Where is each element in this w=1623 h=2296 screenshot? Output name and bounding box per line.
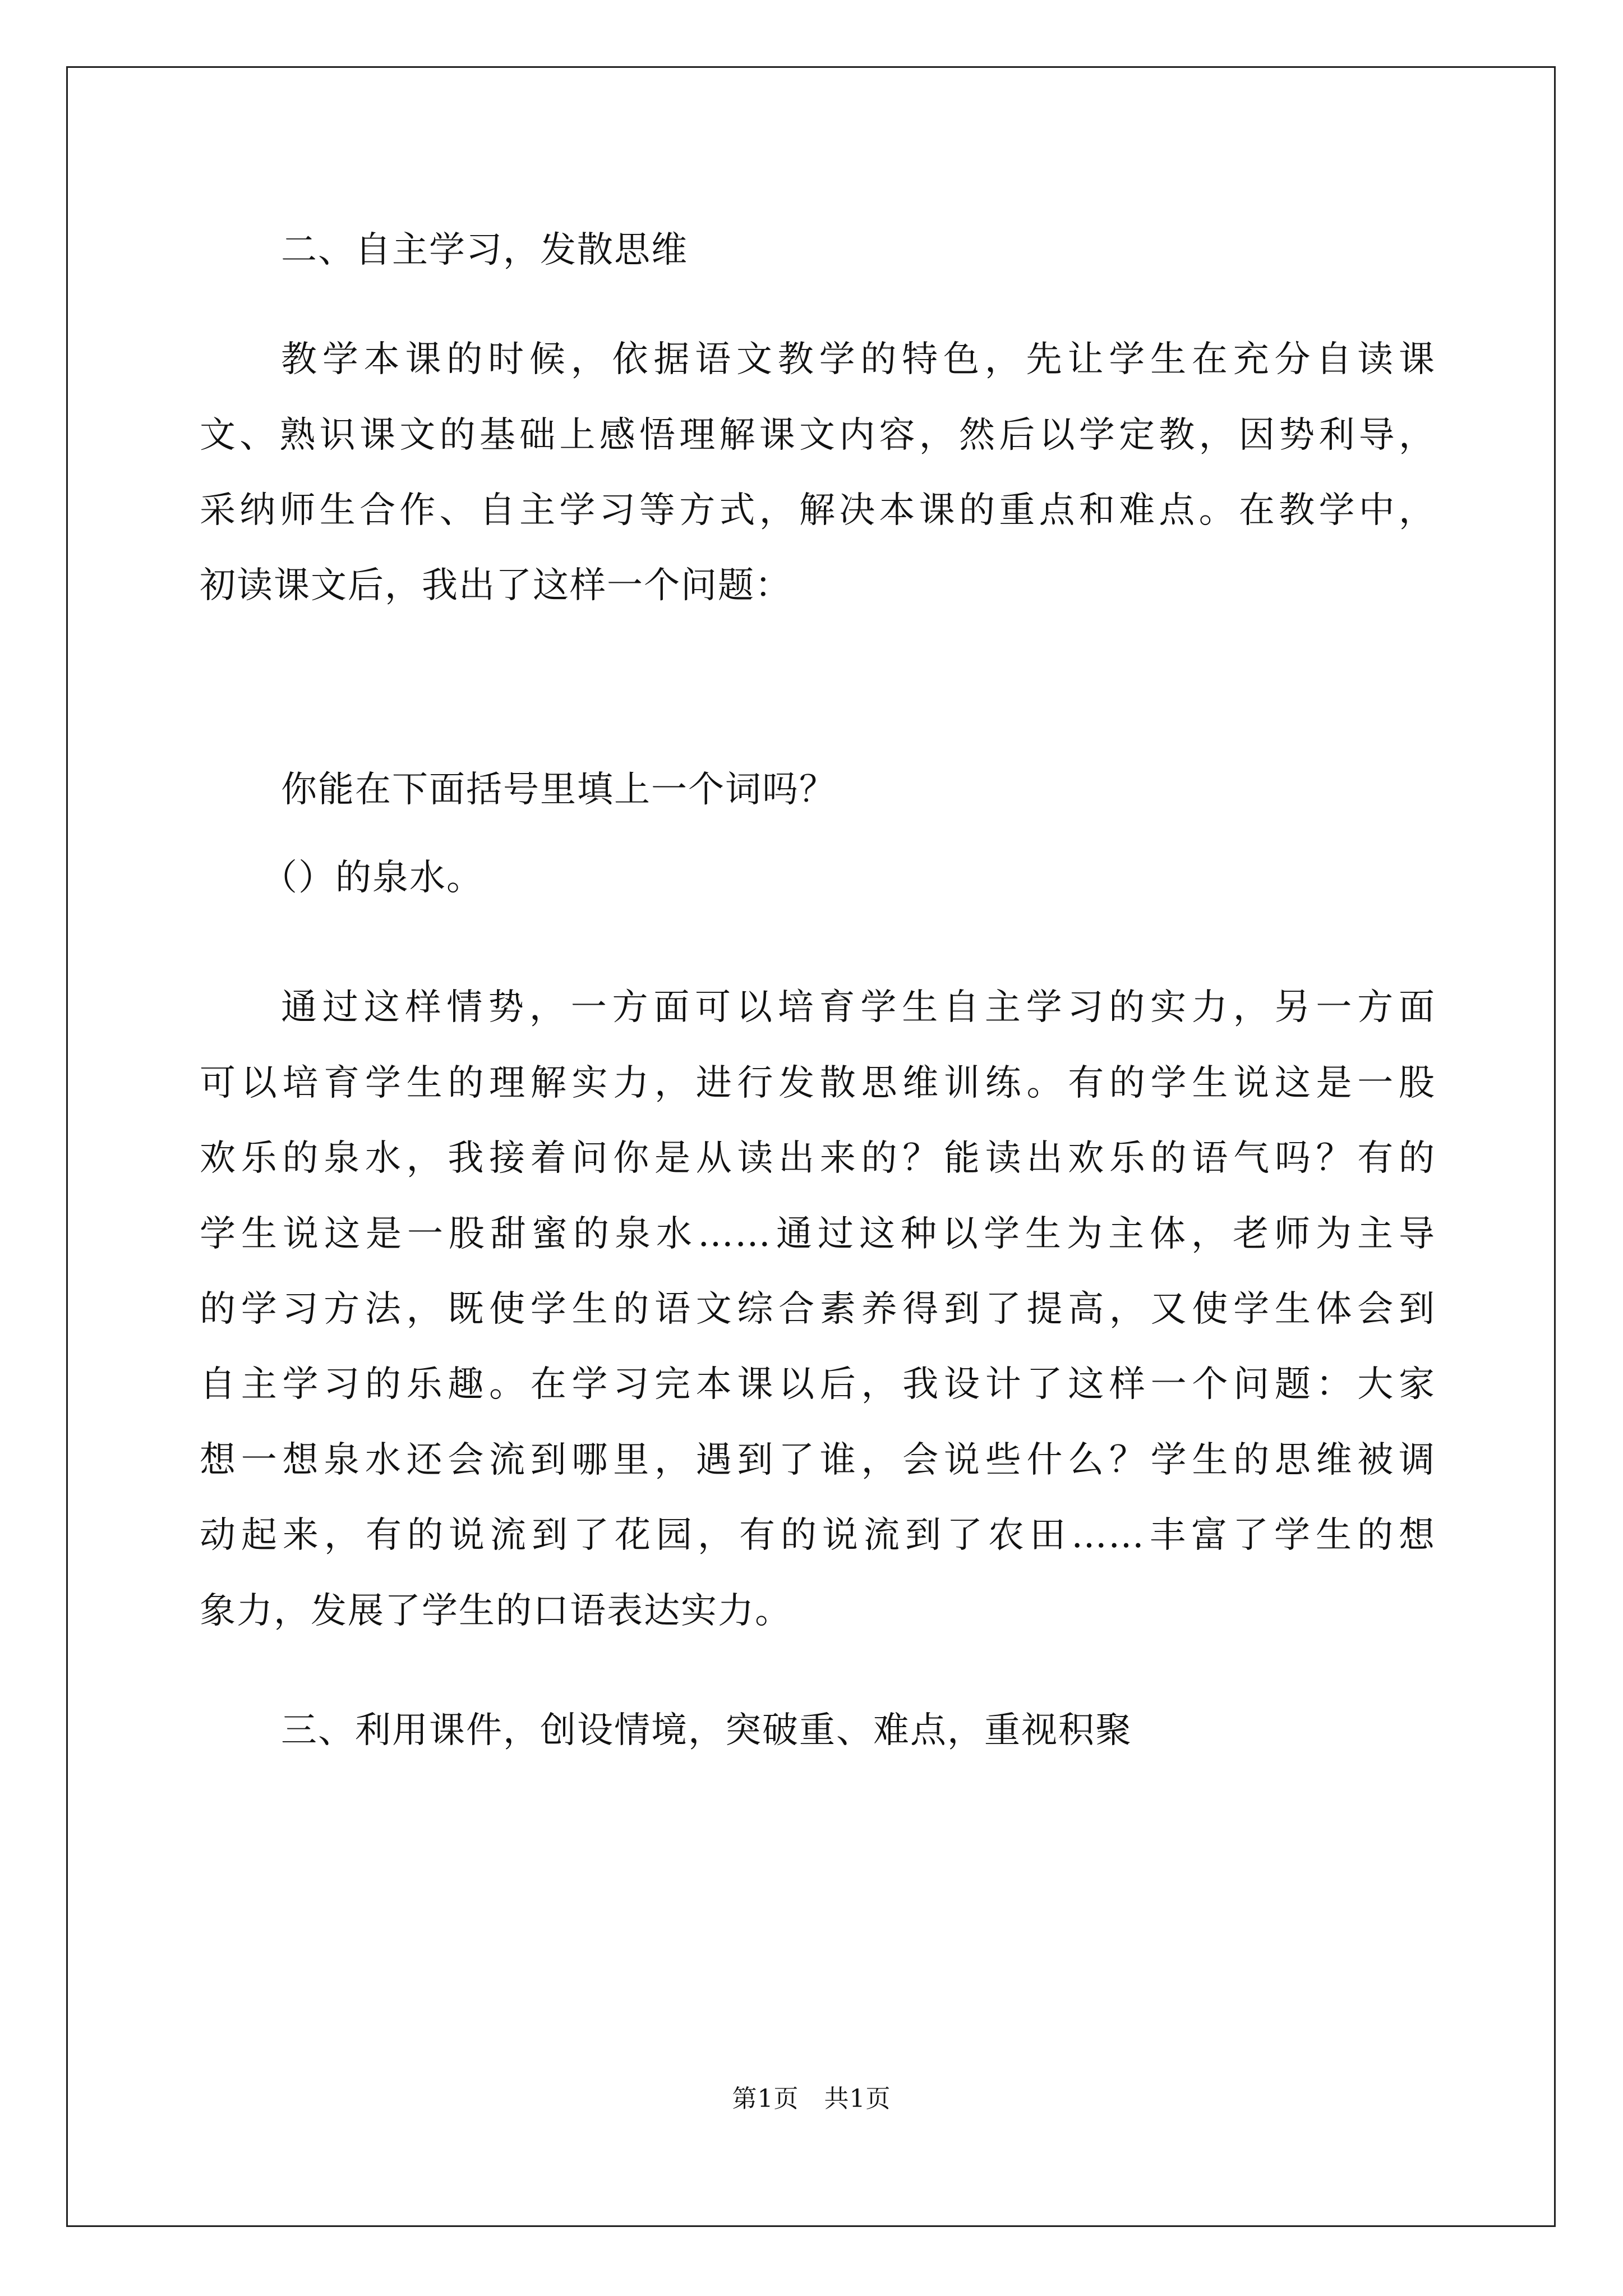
section-heading: 二、自主学习，发散思维 xyxy=(281,229,688,271)
paragraph-line: 的学习方法，既使学生的语文综合素养得到了提高，又使学生体会到 xyxy=(200,1289,1436,1330)
paragraph-line: 象力，发展了学生的口语表达实力。 xyxy=(200,1590,792,1632)
page-number-footer: 第1页 共1页 xyxy=(732,2085,891,2113)
fill-in-blank-line: （）的泉水。 xyxy=(261,857,483,899)
paragraph-line: 教学本课的时候，依据语文教学的特色，先让学生在充分自读课 xyxy=(281,339,1436,380)
paragraph-line: 采纳师生合作、自主学习等方式，解决本课的重点和难点。在教学中， xyxy=(200,490,1436,531)
section-heading: 三、利用课件，创设情境，突破重、难点，重视积聚 xyxy=(281,1710,1132,1751)
paragraph-line: 动起来，有的说流到了花园，有的说流到了农田……丰富了学生的想 xyxy=(200,1515,1436,1556)
paragraph-line: 学生说这是一股甜蜜的泉水……通过这种以学生为主体，老师为主导 xyxy=(200,1213,1436,1255)
paragraph-line: 初读课文后，我出了这样一个问题： xyxy=(200,565,792,606)
question-line: 你能在下面括号里填上一个词吗？ xyxy=(281,769,836,811)
paragraph-line: 文、熟识课文的基础上感悟理解课文内容，然后以学定教，因势利导， xyxy=(200,415,1436,456)
paragraph-line: 可以培育学生的理解实力，进行发散思维训练。有的学生说这是一股 xyxy=(200,1062,1436,1104)
paragraph-line: 通过这样情势，一方面可以培育学生自主学习的实力，另一方面 xyxy=(281,987,1436,1028)
paragraph-line: 自主学习的乐趣。在学习完本课以后，我设计了这样一个问题：大家 xyxy=(200,1364,1436,1405)
paragraph-line: 想一想泉水还会流到哪里，遇到了谁，会说些什么？学生的思维被调 xyxy=(200,1439,1436,1481)
paragraph-line: 欢乐的泉水，我接着问你是从读出来的？能读出欢乐的语气吗？有的 xyxy=(200,1138,1436,1179)
